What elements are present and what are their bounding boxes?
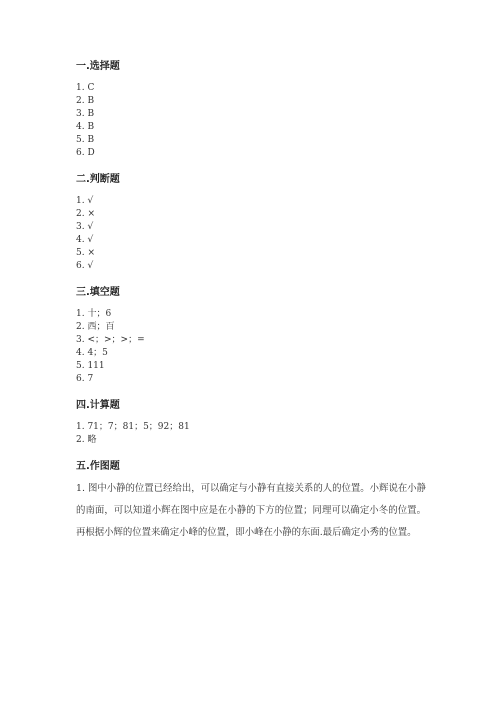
answer-item: 1. C [76, 83, 95, 93]
answer-list [76, 421, 426, 447]
answer-list [76, 308, 426, 386]
answer-item: 2. 西；百 [76, 322, 115, 332]
answer-item: 5. × [76, 248, 95, 258]
answer-item: 2. × [76, 209, 95, 219]
answer-item: 5. B [76, 135, 95, 145]
section-title: 一.选择题 [76, 61, 120, 72]
section-drawing [76, 460, 426, 544]
section-fill-in-blank [76, 286, 426, 386]
answer-item: 6. 7 [76, 374, 94, 384]
answer-item: 3. B [76, 109, 95, 119]
answer-item: 3. <；>；>；= [76, 335, 145, 345]
section-true-false [76, 173, 426, 273]
section-calculation [76, 399, 426, 447]
answer-item: 3. √ [76, 222, 94, 232]
answer-item: 1. 71；7；81；5；92；81 [76, 422, 190, 432]
answer-item: 6. D [76, 148, 95, 158]
answer-list [76, 195, 426, 273]
answer-item: 4. 4；5 [76, 348, 108, 358]
answer-item: 1. 十；6 [76, 309, 112, 319]
answer-paragraph: 1. 图中小静的位置已经给出，可以确定与小静有直接关系的人的位置。小辉说在小静的南面，可以知道小辉在图中应是在小静的下方的位置；同理可以确定小冬的位置。再根据小辉的位置来确定小峰的位置，即小峰在小静的东面.最后确定小秀的位置。 [76, 483, 426, 538]
answer-item: 5. 111 [76, 361, 105, 371]
answer-item: 2. 略 [76, 435, 97, 445]
answer-list [76, 82, 426, 160]
answer-item: 1. √ [76, 196, 94, 206]
section-title: 四.计算题 [76, 400, 120, 411]
section-multiple-choice [76, 60, 426, 160]
section-title: 五.作图题 [76, 461, 120, 472]
section-title: 三.填空题 [76, 287, 120, 298]
answer-item: 4. B [76, 122, 95, 132]
answer-item: 2. B [76, 96, 95, 106]
answer-item: 6. √ [76, 261, 94, 271]
answer-sheet [76, 60, 426, 544]
section-title: 二.判断题 [76, 174, 120, 185]
answer-item: 4. √ [76, 235, 94, 245]
